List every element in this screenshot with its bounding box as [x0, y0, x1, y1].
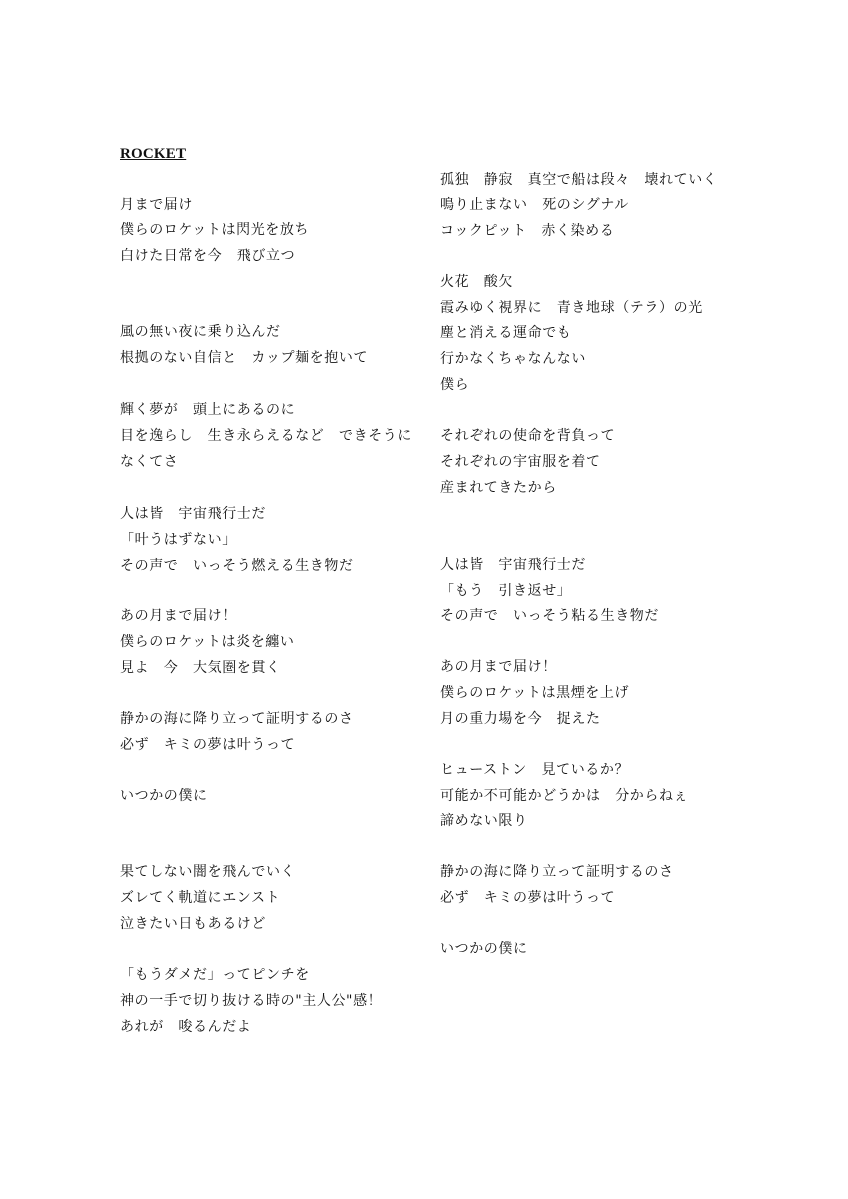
lyric-line: 可能か不可能かどうかは 分からねぇ — [440, 788, 689, 804]
lyric-line: 行かなくちゃなんない — [440, 351, 586, 367]
lyric-line: ズレてく軌道にエンスト — [120, 890, 281, 906]
lyric-line: 静かの海に降り立って証明するのさ — [120, 711, 354, 727]
lyric-line: 静かの海に降り立って証明するのさ — [440, 864, 674, 880]
lyric-line: それぞれの宇宙服を着て — [440, 454, 601, 470]
lyric-line: 必ず キミの夢は叶うって — [120, 737, 296, 753]
lyric-line: それぞれの使命を背負って — [440, 428, 616, 444]
lyric-line: いつかの僕に — [440, 941, 528, 957]
lyric-line: 人は皆 宇宙飛行士だ — [120, 506, 266, 522]
lyric-line: 風の無い夜に乗り込んだ — [120, 324, 281, 340]
lyric-line: あの月まで届け！ — [440, 659, 557, 675]
lyric-line: 僕らのロケットは黒煙を上げ — [440, 685, 630, 701]
lyric-line: 「もう 引き返せ」 — [440, 583, 572, 599]
lyric-line: あの月まで届け！ — [120, 608, 237, 624]
lyric-line: 月の重力場を今 捉えた — [440, 711, 601, 727]
lyric-line: 「叶うはずない」 — [120, 532, 237, 548]
lyric-line: 「もうダメだ」ってピンチを — [120, 967, 310, 983]
lyric-line: 霞みゆく視界に 青き地球（テラ）の光 — [440, 300, 703, 316]
lyric-line: 僕らのロケットは閃光を放ち — [120, 222, 310, 238]
lyric-line: 白けた日常を今 飛び立つ — [120, 248, 296, 264]
lyric-line: 孤独 静寂 真空で船は段々 壊れていく — [440, 172, 718, 188]
lyric-line: 僕らのロケットは炎を纏い — [120, 634, 295, 650]
lyric-line: 見よ 今 大気圏を貫く — [120, 660, 281, 676]
lyric-line: なくてさ — [120, 454, 179, 470]
lyric-line: 必ず キミの夢は叶うって — [440, 890, 616, 906]
lyric-line: 根拠のない自信と カップ麺を抱いて — [120, 350, 369, 366]
lyric-line: 果てしない闇を飛んでいく — [120, 864, 296, 880]
lyric-line: 諦めない限り — [440, 813, 528, 829]
lyric-line: 泣きたい日もあるけど — [120, 916, 266, 932]
lyric-line: あれが 唆るんだよ — [120, 1019, 252, 1035]
lyric-line: 産まれてきたから — [440, 480, 557, 496]
lyric-line: 僕ら — [440, 377, 470, 393]
lyric-line: コックピット 赤く染める — [440, 223, 615, 239]
lyric-line: 目を逸らし 生き永らえるなど できそうに — [120, 428, 412, 444]
song-title: ROCKET — [120, 146, 187, 162]
lyric-line: 塵と消える運命でも — [440, 325, 572, 341]
lyric-line: 鳴り止まない 死のシグナル — [440, 197, 629, 213]
lyric-line: ヒューストン 見ているか？ — [440, 762, 630, 778]
lyric-line: 神の一手で切り抜ける時の"主人公"感！ — [120, 993, 383, 1009]
lyric-line: その声で いっそう燃える生き物だ — [120, 558, 354, 574]
lyric-line: 輝く夢が 頭上にあるのに — [120, 402, 296, 418]
lyric-line: その声で いっそう粘る生き物だ — [440, 608, 659, 624]
lyric-line: 火花 酸欠 — [440, 274, 513, 290]
lyric-line: 人は皆 宇宙飛行士だ — [440, 557, 586, 573]
lyric-line: いつかの僕に — [120, 788, 208, 804]
lyric-line: 月まで届け — [120, 197, 193, 213]
